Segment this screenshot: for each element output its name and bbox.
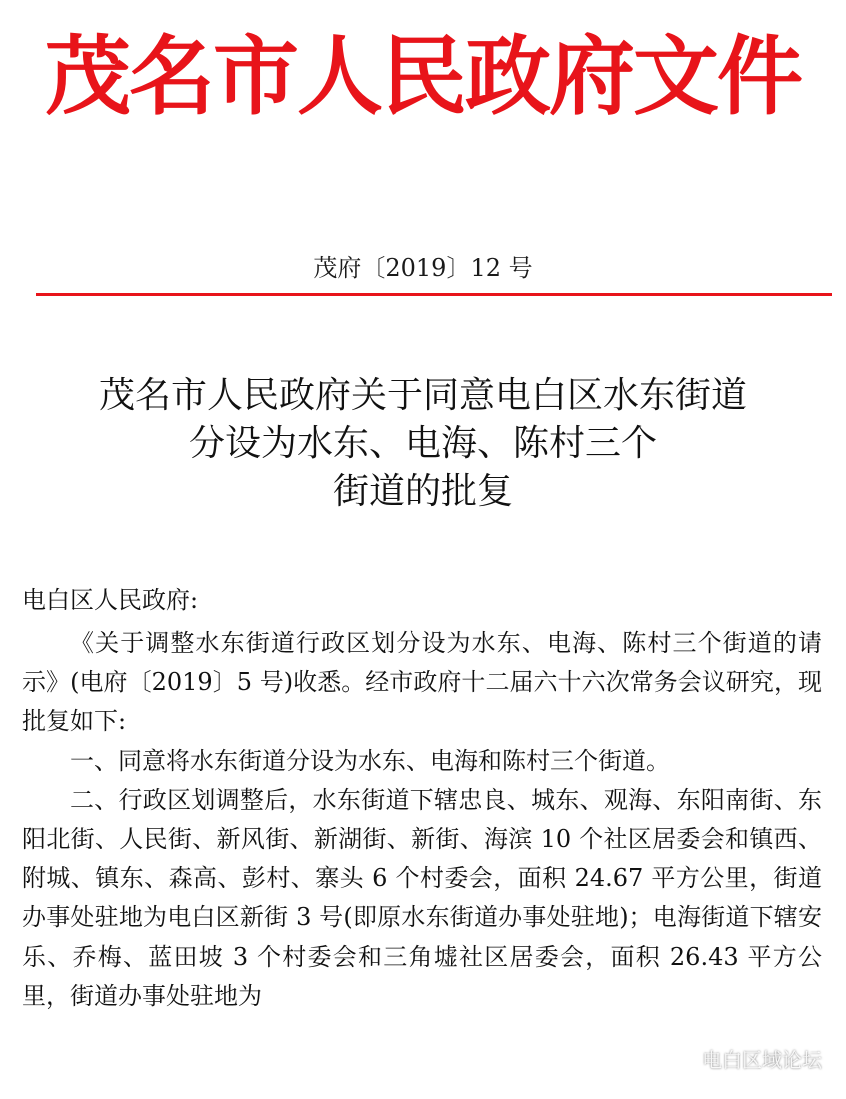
title-line: 分设为水东、电海、陈村三个 bbox=[188, 423, 657, 464]
paragraph: 一、同意将水东街道分设为水东、电海和陈村三个街道。 bbox=[70, 746, 670, 775]
wechat-icon bbox=[668, 1046, 698, 1070]
title-line: 街道的批复 bbox=[332, 471, 513, 512]
title-line: 茂名市人民政府关于同意电白区水东街道 bbox=[98, 375, 747, 416]
document-number: 茂府〔2019〕12 号 bbox=[313, 254, 533, 282]
paragraph: 二、行政区划调整后，水东街道下辖忠良、城东、观海、东阳南街、东阳北街、人民街、新风街、新湖街、新街、海滨 10 个社区居委会和镇西、附城、镇东、森高、彭村、寨头 6 个村委会，面积 24.67 平方公里，街道办事处驻地为电白区新街 3 号(即原水东街道办事处驻地)；电海街道下辖安乐、乔梅、蓝田坡 3 个村委会和三角墟社区居委会，面积 26.43 平方公里，街道办事处驻地为 bbox=[22, 785, 822, 1010]
red-divider bbox=[36, 293, 832, 296]
addressee: 电白区人民政府: bbox=[22, 586, 199, 614]
document-body bbox=[22, 624, 822, 1016]
paragraph: 《关于调整水东街道行政区划分设为水东、电海、陈村三个街道的请示》(电府〔2019〕5 号)收悉。经市政府十二届六十六次常务会议研究，现批复如下: bbox=[22, 629, 822, 736]
watermark-text: 电白区域论坛 bbox=[702, 1047, 822, 1072]
document-title bbox=[0, 372, 846, 516]
masthead: 茂名市人民政府文件 bbox=[45, 27, 801, 127]
source-watermark bbox=[668, 1042, 822, 1074]
